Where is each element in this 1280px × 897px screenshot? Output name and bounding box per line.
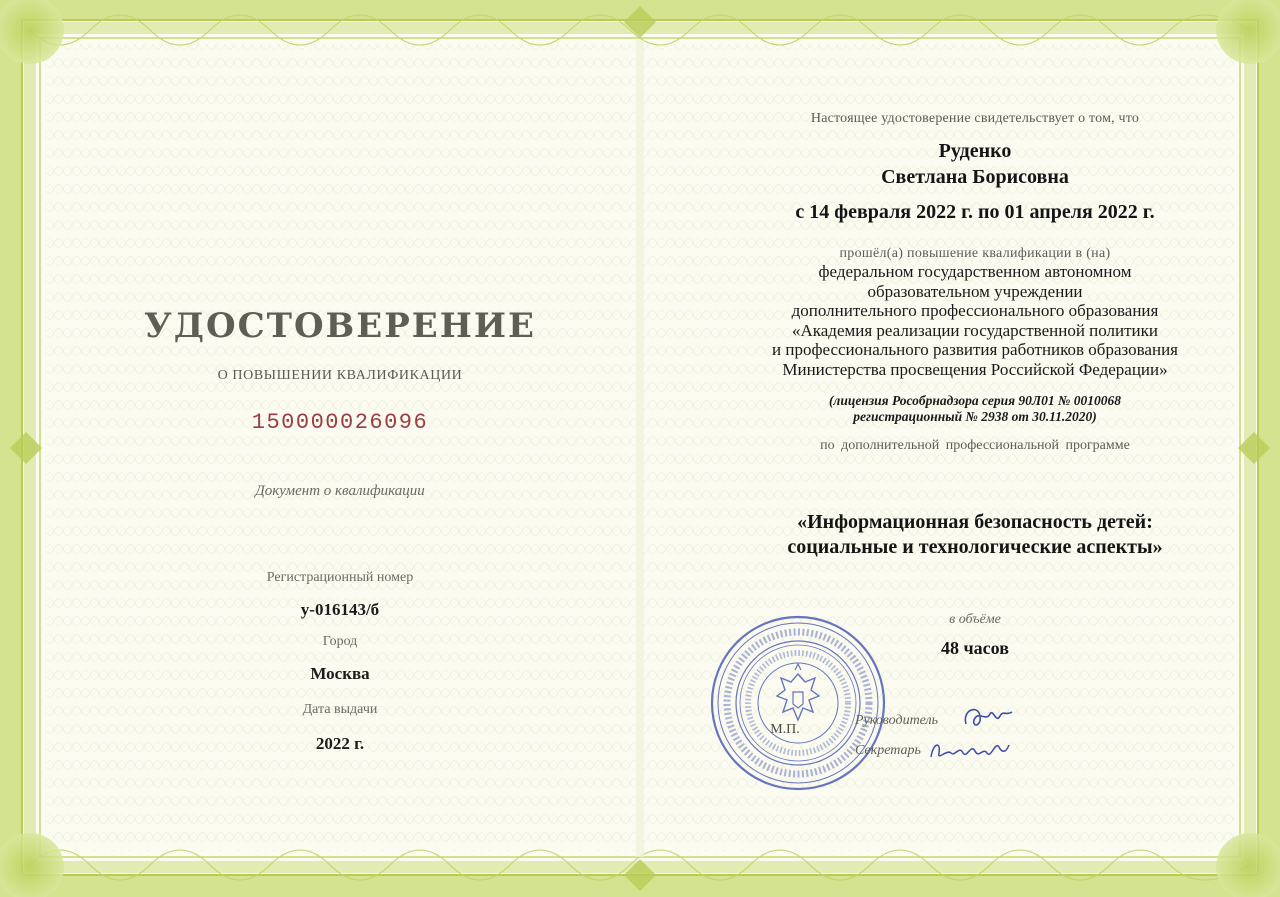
org-line: образовательном учреждении <box>867 281 1083 301</box>
passed-text: прошёл(а) повышение квалификации в (на) <box>839 246 1111 261</box>
license-info <box>690 393 1260 425</box>
official-seal-icon <box>707 612 889 794</box>
holder-surname: Руденко <box>938 140 1012 162</box>
registration-number-value: у-016143/б <box>300 600 380 619</box>
secretary-label: Секретарь <box>855 743 921 758</box>
city-value: Москва <box>310 664 370 683</box>
org-line: дополнительного профессионального образования <box>791 301 1159 320</box>
holder-given-names: Светлана Борисовна <box>881 166 1069 188</box>
org-line: и профессионального развития работников образования <box>772 340 1178 359</box>
head-signature-icon <box>960 702 1020 734</box>
head-label: Руководитель <box>855 713 939 728</box>
program-name <box>690 510 1260 560</box>
intro-text: Настоящее удостоверение свидетельствует о том, что <box>810 111 1140 126</box>
secretary-signature-icon <box>925 733 1015 767</box>
org-line: федеральном государственном автономном <box>818 262 1132 281</box>
organization-name <box>690 262 1260 379</box>
seal-place-label: М.П. <box>770 722 800 737</box>
document-type: Документ о квалификации <box>255 483 425 499</box>
program-line: социальные и технологические аспекты» <box>787 536 1163 558</box>
training-dates: с 14 февраля 2022 г. по 01 апреля 2022 г. <box>795 201 1155 223</box>
program-line: «Информационная безопасность детей: <box>797 511 1153 533</box>
issue-date-value: 2022 г. <box>315 734 365 753</box>
issue-date-label: Дата выдачи <box>302 702 378 717</box>
city-label: Город <box>322 634 358 649</box>
org-line: «Академия реализации государственной политики <box>791 320 1159 340</box>
holder-name <box>690 138 1260 190</box>
certificate-subtitle: О ПОВЫШЕНИИ КВАЛИФИКАЦИИ <box>217 368 463 383</box>
volume-label: в объёме <box>949 612 1001 627</box>
license-line: регистрационный № 2938 от 30.11.2020) <box>853 409 1097 424</box>
certificate-title: УДОСТОВЕРЕНИЕ <box>144 306 536 346</box>
registration-number-label: Регистрационный номер <box>266 570 414 585</box>
certificate-number: 150000026096 <box>251 410 429 435</box>
program-label: по дополнительной профессиональной программе <box>820 438 1130 453</box>
license-line: (лицензия Рособрнадзора серия 90Л01 № 0010068 <box>828 393 1122 408</box>
org-line: Министерства просвещения Российской Федерации» <box>782 359 1168 379</box>
volume-value: 48 часов <box>941 638 1009 658</box>
